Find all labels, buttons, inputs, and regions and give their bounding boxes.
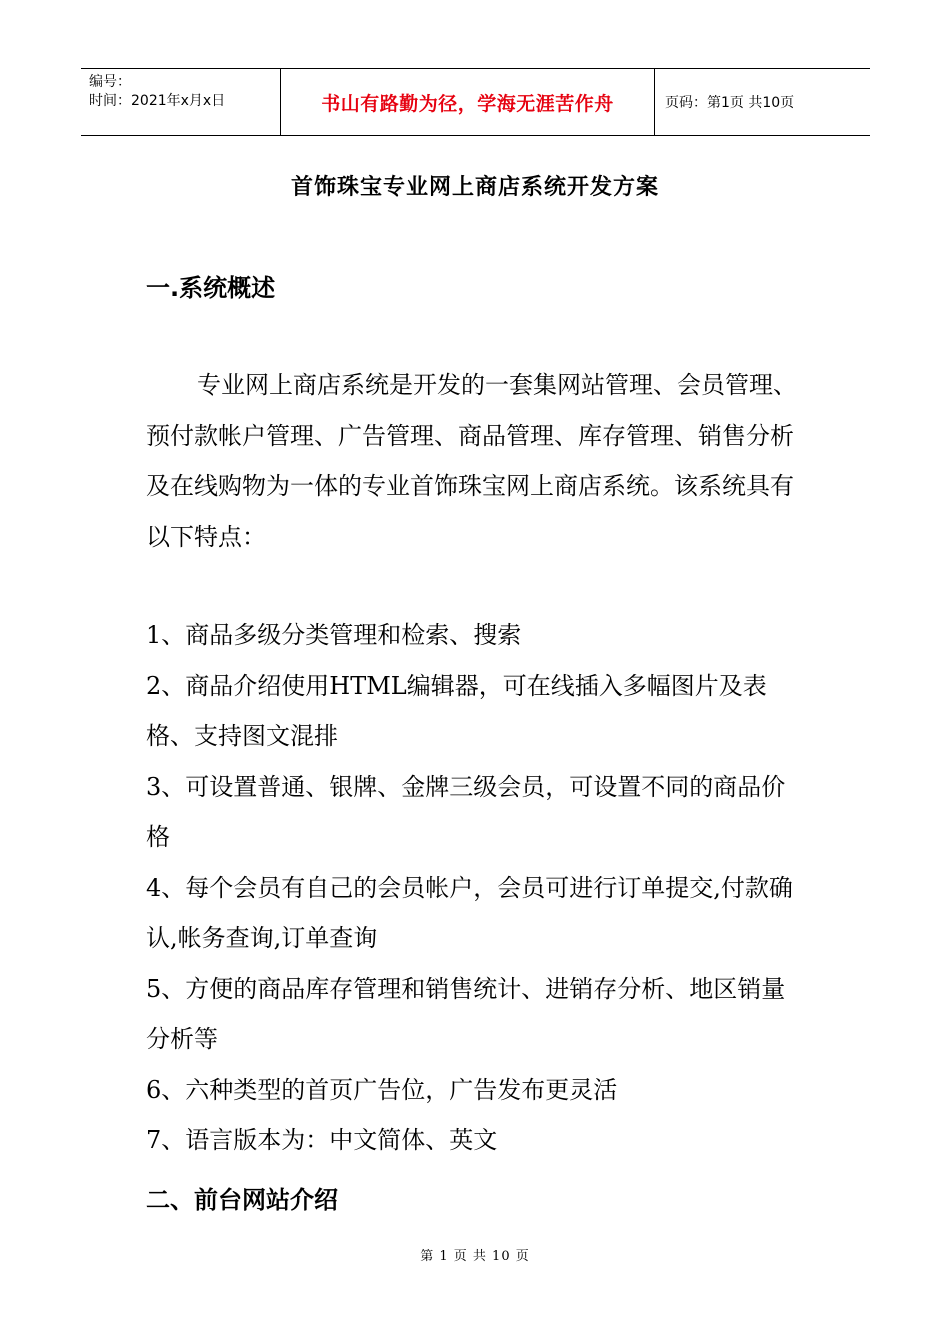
page-footer: 第 1 页 共 10 页 bbox=[420, 1249, 530, 1264]
header-page-cell bbox=[655, 69, 870, 135]
document-title: 首饰珠宝专业网上商店系统开发方案 bbox=[290, 174, 659, 200]
section-heading-overview: 一.系统概述 bbox=[146, 274, 276, 302]
feature-list bbox=[146, 610, 806, 1166]
date-label: 时间：2021年x月x日 bbox=[89, 93, 226, 109]
list-item: 2、商品介绍使用HTML编辑器，可在线插入多幅图片及表格、支持图文混排 bbox=[146, 671, 767, 750]
list-item: 4、每个会员有自己的会员帐户，会员可进行订单提交,付款确认,帐务查询,订单查询 bbox=[146, 873, 793, 952]
number-label: 编号： bbox=[89, 74, 131, 90]
list-item: 6、六种类型的首页广告位，广告发布更灵活 bbox=[146, 1075, 618, 1104]
page-info: 页码：第1页 共10页 bbox=[665, 95, 795, 111]
section-heading-frontend: 二、前台网站介绍 bbox=[146, 1186, 338, 1214]
list-item: 1、商品多级分类管理和检索、搜索 bbox=[146, 621, 522, 649]
list-item: 3、可设置普通、银牌、金牌三级会员，可设置不同的商品价格 bbox=[146, 772, 786, 851]
intro-paragraph: 专业网上商店系统是开发的一套集网站管理、会员管理、预付款帐户管理、广告管理、商品管理、库存管理、销售分析及在线购物为一体的专业首饰珠宝网上商店系统。该系统具有以下特点： bbox=[146, 371, 797, 551]
document-header bbox=[81, 68, 870, 136]
header-motto-cell bbox=[281, 69, 655, 135]
list-item: 7、语言版本为：中文简体、英文 bbox=[146, 1126, 498, 1154]
list-item: 5、方便的商品库存管理和销售统计、进销存分析、地区销量分析等 bbox=[146, 974, 786, 1053]
header-meta-cell bbox=[81, 69, 281, 135]
motto-text: 书山有路勤为径，学海无涯苦作舟 bbox=[321, 92, 614, 115]
